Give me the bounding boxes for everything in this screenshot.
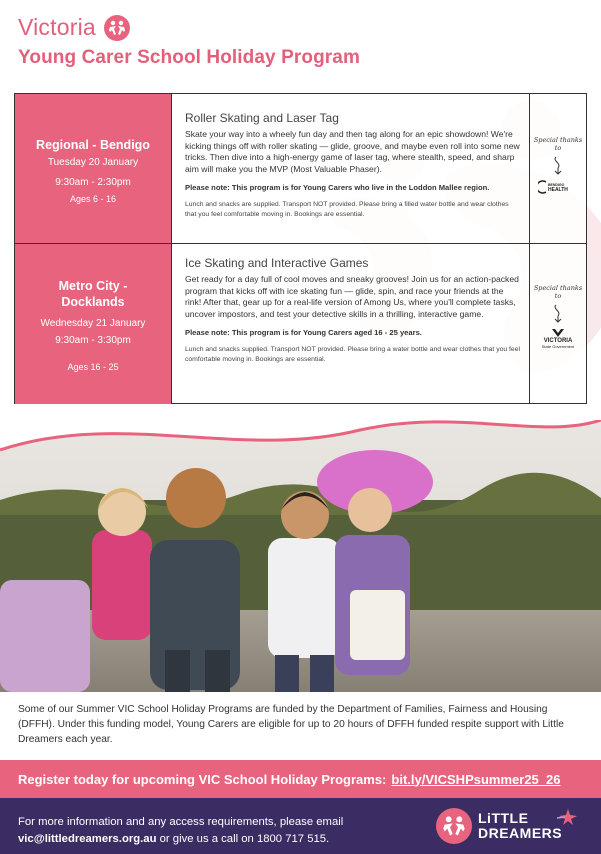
events-table (14, 93, 587, 404)
little-dreamers-wordmark (478, 811, 562, 841)
event-title: Roller Skating and Laser Tag (185, 111, 339, 125)
contact-email-link[interactable]: vic@littledreamers.org.au (18, 833, 157, 845)
special-thanks-label: Special thanks to (533, 284, 583, 300)
svg-text:HEALTH: HEALTH (548, 187, 568, 193)
event-title: Ice Skating and Interactive Games (185, 256, 369, 270)
svg-text:BENDIGO: BENDIGO (548, 183, 565, 187)
event-date: Wednesday 21 January (40, 318, 146, 329)
event-description-panel (172, 94, 530, 243)
sparkle-star-icon (557, 808, 579, 826)
page-header (18, 14, 360, 69)
victoria-wordmark: VICTORIA (543, 338, 573, 344)
event-ages: Ages 16 - 25 (67, 362, 119, 372)
children-photo (0, 420, 601, 692)
brand-line-2: DREAMERS (478, 825, 563, 841)
contact-line-1: For more information and any access requirements, please email (18, 816, 344, 828)
register-banner (0, 760, 601, 798)
event-fine-print: Lunch and snacks supplied. Transport NOT provided. Please bring a water bottle and wear clothes that you feel comfortable moving in. Bookings are essential. (185, 346, 521, 364)
contact-info (18, 814, 343, 848)
little-dreamers-logo-icon (104, 15, 130, 41)
contact-phone-text: or give us a call on 1800 717 515. (156, 833, 330, 845)
event-description-panel (172, 244, 530, 404)
brand-line-1: LiTTLE (478, 810, 529, 826)
event-description: Get ready for a day full of cool moves and sneaky grooves! Join us for an action-packed program that kicks off with ice skating fun — glide, spin, and race your friends at the rink! After that, gear up for a real-life version of Among Us, where you'll complete tasks, uncover impostors, and test your detective skills in a thrilling, interactive game. (185, 274, 519, 319)
bendigo-health-logo (530, 180, 586, 194)
event-ages: Ages 6 - 16 (69, 194, 117, 204)
victoria-v-mark-icon (551, 328, 565, 338)
event-time: 9:30am - 3:30pm (55, 335, 131, 346)
program-title: Young Carer School Holiday Program (18, 47, 360, 68)
event-description: Skate your way into a wheely fun day and then tag along for an epic showdown! We're kicking things off with roller skating — glide, groove, and maybe even roll into some new tricks. Then dive into a high-energy game of laser tag, where stealth, speed, and sharp aim will make you the MVP (Most Valuable Phaser). (185, 129, 520, 174)
little-dreamers-logo-icon (436, 808, 472, 844)
event-details-panel (15, 244, 172, 404)
special-thanks-label: Special thanks to (533, 136, 583, 152)
register-link[interactable]: bit.ly/VICSHPsummer25_26 (391, 771, 561, 787)
event-location: Metro City - Docklands (58, 279, 128, 309)
contact-footer (0, 798, 601, 854)
event-note: Please note: This program is for Young Carers aged 16 - 25 years. (185, 328, 422, 338)
event-date: Tuesday 20 January (47, 157, 139, 168)
funding-paragraph: Some of our Summer VIC School Holiday Programs are funded by the Department of Families, Fairness and Housing (DFFH). Under this funding model, Young Carers are eligible for up to 20 hours of DFFH funded respite support with Little Dreamers each year. (18, 704, 564, 745)
event-note: Please note: This program is for Young Carers who live in the Loddon Mallee region. (185, 183, 490, 193)
event-row-docklands (15, 244, 586, 404)
victoria-state-government-logo (530, 328, 586, 349)
register-text: Register today for upcoming VIC School Holiday Programs: (18, 771, 387, 787)
sponsor-panel (530, 244, 586, 404)
state-heading: Victoria (18, 14, 96, 40)
state-government-label: State Government (541, 344, 575, 349)
curly-arrow-icon (550, 156, 566, 176)
contact-line-2 (18, 831, 343, 848)
sponsor-panel (530, 94, 586, 243)
event-row-bendigo (15, 94, 586, 244)
event-fine-print: Lunch and snacks are supplied. Transport NOT provided. Please bring a filled water bottle and wear clothes that you feel comfortable moving in. Bookings are essential. (185, 201, 509, 219)
event-details-panel (15, 94, 172, 243)
event-location: Regional - Bendigo (36, 138, 150, 152)
event-time: 9:30am - 2:30pm (55, 177, 131, 188)
bendigo-health-swoosh-icon (538, 180, 578, 194)
curly-arrow-icon (550, 304, 566, 324)
